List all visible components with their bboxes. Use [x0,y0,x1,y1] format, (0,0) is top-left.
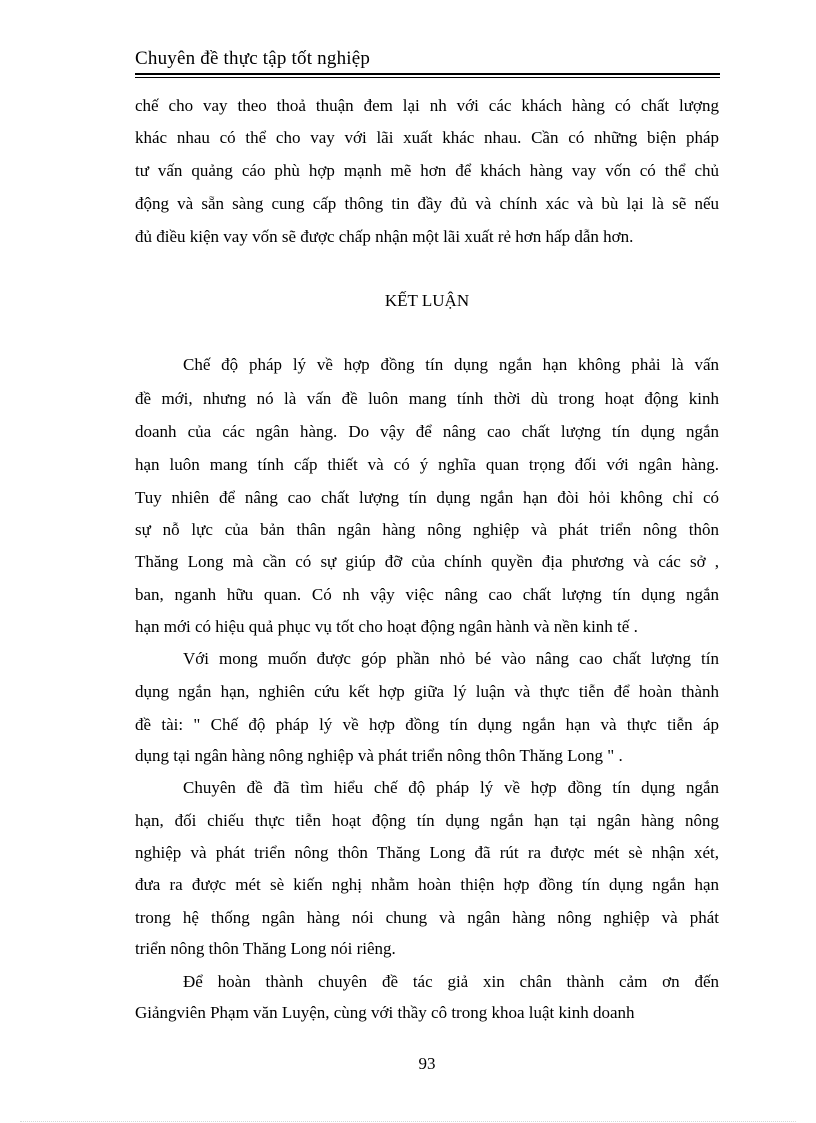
paragraph-4-line: Giảngviên Phạm văn Luyện, cùng với thầy cô trong khoa luật kinh doanh [135,1003,635,1022]
paragraph-1-line: hạn mới có hiệu quả phục vụ tốt cho hoạt động ngân hành và nền kinh tế . [135,617,638,636]
intro-line: đủ điều kiện vay vốn sẽ được chấp nhận một lãi xuất rẻ hơn hấp dẫn hơn. [135,227,634,246]
header-title: Chuyên đề thực tập tốt nghiệp [135,48,371,69]
paragraph-1-line: sự nỗ lực của bản thân ngân hàng nông nghiệp và phát triển nông thôn [135,520,719,539]
paragraph-3-line: nghiệp và phát triển nông thôn Thăng Long đã rút ra được mét sè nhận xét, [135,843,719,862]
intro-line: khác nhau có thể cho vay với lãi xuất khác nhau. Cần có những biện pháp [135,128,719,147]
paragraph-2-line: Với mong muốn được góp phần nhỏ bé vào nâng cao chất lượng tín [183,649,719,668]
intro-line: chế cho vay theo thoả thuận đem lại nh với các khách hàng có chất lượng [135,96,719,115]
paragraph-1-line: Tuy nhiên để nâng cao chất lượng tín dụng ngắn hạn đòi hỏi không chỉ có [135,488,719,507]
paragraph-1-line: doanh của các ngân hàng. Do vậy để nâng cao chất lượng tín dụng ngắn [135,422,719,441]
header-rule-thin [135,77,720,78]
intro-line: động và sẵn sàng cung cấp thông tin đầy đủ và chính xác và bù lại là sẽ nếu [135,194,719,213]
section-heading: KẾT LUẬN [384,291,470,310]
page-number: 93 [418,1054,436,1073]
paragraph-2-line: đề tài: " Chế độ pháp lý về hợp đồng tín dụng ngắn hạn và thực tiễn áp [135,715,719,734]
paragraph-1-line: hạn luôn mang tính cấp thiết và có ý nghĩa quan trọng đối với ngân hàng. [135,455,719,474]
page-header [135,46,720,78]
paragraph-1-line: Thăng Long mà cần có sự giúp đỡ của chính quyền địa phương và các sở , [135,552,719,571]
paragraph-2-line: dụng tại ngân hàng nông nghiệp và phát triển nông thôn Thăng Long " . [135,746,623,765]
paragraph-1-line: ban, nganh hữu quan. Có nh vậy việc nâng cao chất lượng tín dụng ngắn [135,585,719,604]
paragraph-4-line: Để hoàn thành chuyên đề tác giả xin chân thành cảm ơn đến [183,972,719,991]
paragraph-1-line: Chế độ pháp lý về hợp đồng tín dụng ngắn hạn không phải là vấn [183,355,719,374]
paragraph-1-line: đề mới, nhưng nó là vấn đề luôn mang tính thời dù trong hoạt động kinh [135,389,719,408]
paragraph-3-line: Chuyên đề đã tìm hiểu chế độ pháp lý về hợp đồng tín dụng ngắn [183,778,719,797]
paragraph-3-line: đưa ra được mét sè kiến nghị nhằm hoàn thiện hợp đồng tín dụng ngắn hạn [135,875,719,894]
paragraph-3-line: hạn, đối chiếu thực tiễn hoạt động tín dụng ngắn hạn tại ngân hàng nông [135,811,719,830]
paragraph-3-line: triển nông thôn Thăng Long nói riêng. [135,939,396,958]
paragraph-3-line: trong hệ thống ngân hàng nói chung và ngân hàng nông nghiệp và phát [135,908,719,927]
header-rule [135,73,720,75]
intro-line: tư vấn quảng cáo phù hợp mạnh mẽ hơn để khách hàng vay vốn có thể chủ [135,161,719,180]
page-bottom-edge [20,1121,796,1122]
paragraph-2-line: dụng ngắn hạn, nghiên cứu kết hợp giữa lý luận và thực tiễn để hoàn thành [135,682,719,701]
